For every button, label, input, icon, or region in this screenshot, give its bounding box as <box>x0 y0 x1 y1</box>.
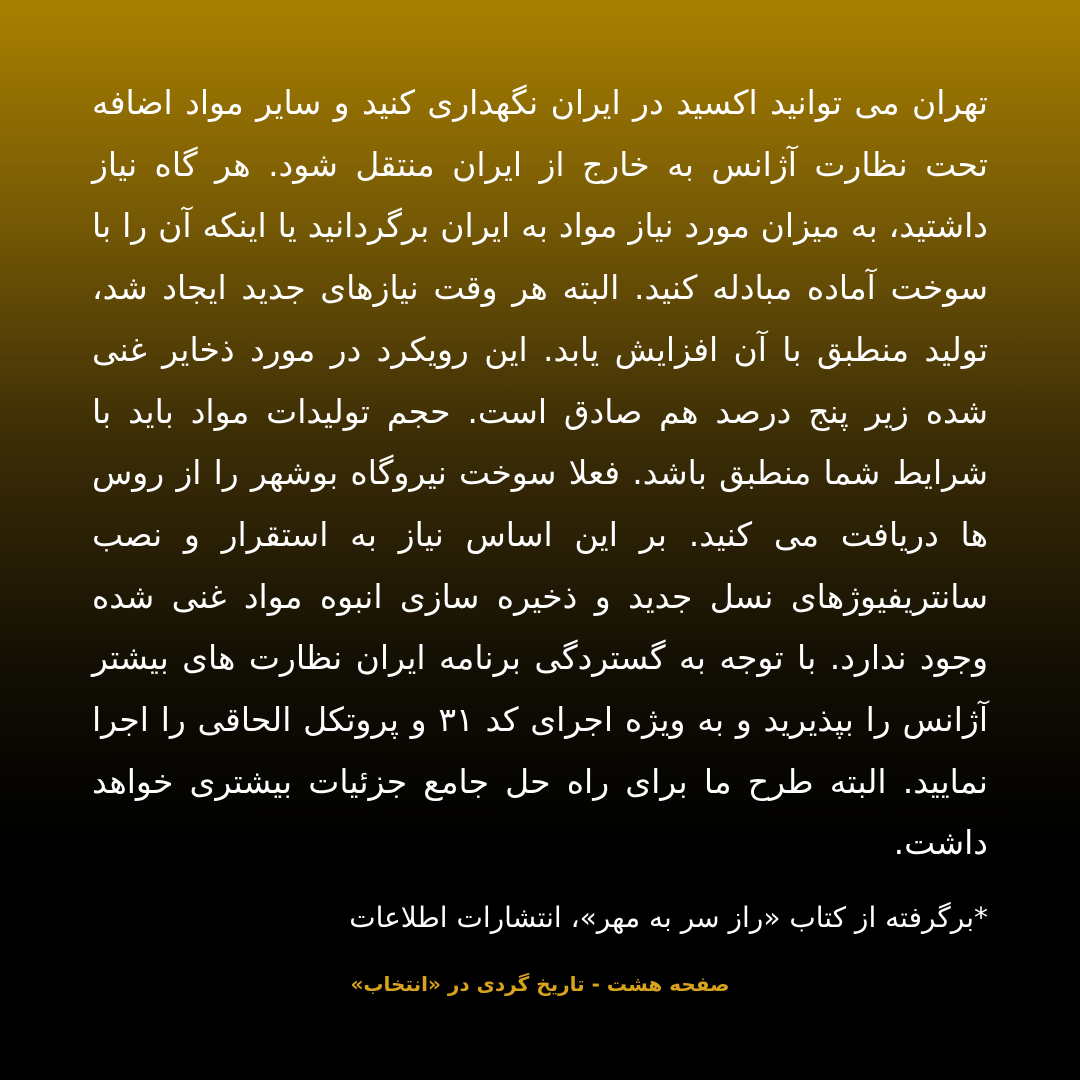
footer-caption: صفحه هشت - تاریخ گردی در «انتخاب» <box>350 972 730 996</box>
source-citation: *برگرفته از کتاب «راز سر به مهر»، انتشارات اطلاعات <box>349 901 988 934</box>
article-body: تهران می توانید اکسید در ایران نگهداری کنید و سایر مواد اضافه تحت نظارت آژانس به خارج از ایران منتقل شود. هر گاه نیاز داشتید، به میزان مورد نیاز مواد به ایران برگردانید یا اینکه آن را با سوخت آماده مبادله کنید. البته هر وقت نیازهای جدید ایجاد شد، تولید منطبق با آن افزایش یابد. این رویکرد در مورد ذخایر غنی شده زیر پنج درصد هم صادق است. حجم تولیدات مواد باید با شرایط شما منطبق باشد. فعلا سوخت نیروگاه بوشهر را از روس ها دریافت می کنید. بر این اساس نیاز به استقرار و نصب سانتریفیوژهای نسل جدید و ذخیره سازی انبوه مواد غنی شده وجود ندارد. با توجه به گستردگی برنامه ایران نظارت های بیشتر آژانس را بپذیرید و به ویژه اجرای کد ۳۱ و پروتکل الحاقی را اجرا نمایید. البته طرح ما برای راه حل جامع جزئیات بیشتری خواهد داشت. <box>92 83 989 863</box>
